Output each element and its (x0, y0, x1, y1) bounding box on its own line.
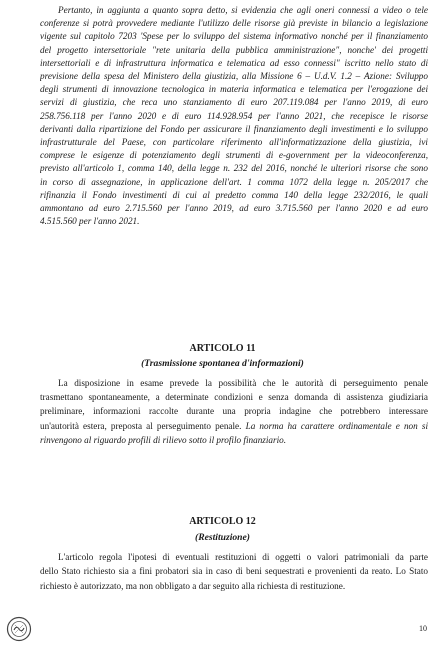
text-line: del progetto intersettoriale "rete unitaria della pubblica amministrazione", nonche' dei progetti (40, 44, 428, 55)
text-line: previsione della spesa del Ministero della giustizia, alla Missione 6 – U.d.V. 1.2 – Azione: Sviluppo (40, 71, 428, 82)
text-line (40, 419, 428, 433)
text-line: previsto all'articolo 1, comma 140, della legge n. 232 del 2016, nonché le ulteriori risorse che sono (40, 163, 428, 174)
text-line-plain: un'autorità estera, preposta al perseguimento penale. (40, 420, 242, 431)
text-line: dello Stato richiesto sia a fini probatori sia in caso di beni sequestrati e provenienti da reato. Lo Stato (40, 566, 428, 577)
intro-paragraph (40, 4, 428, 228)
text-line: richiesto è autorizzato, ma non obbligato a dar seguito alla richiesta di restituzione. (40, 580, 346, 591)
text-line: degli strumenti di innovazione tecnologica in materia informatica e telematica per l'erogazione dei (40, 84, 428, 95)
article-12-subtitle: (Restituzione) (195, 532, 250, 543)
text-line: trasmettano spontaneamente, a determinate condizioni e senza domanda di assistenza giudiziaria (40, 392, 428, 403)
text-line: conferenze si potrà provvedere mediante l'utilizzo delle risorse già previste in bilancio a legislazione (40, 18, 428, 29)
text-line: L'articolo regola l'ipotesi di eventuali restituzioni di oggetti o valori patrimoniali da parte (58, 552, 428, 562)
text-line: Pertanto, in aggiunta a quanto sopra detto, si evidenzia che agli oneri connessi a video o tele (58, 5, 428, 15)
page-number: 10 (419, 624, 427, 633)
text-line: La disposizione in esame prevede la possibilità che le autorità di perseguimento penale (58, 378, 428, 388)
text-line: 4.515.560 per l'anno 2021. (40, 216, 140, 227)
seal-stamp-icon (6, 616, 32, 642)
text-line: in corso di assegnazione, in applicazione dell'art. 1 comma 1072 della legge n. 205/2017 che (40, 176, 428, 187)
text-line: infrastrutturale del Paese, con particolare riferimento all'informatizzazione della giustizia, ivi (40, 137, 428, 148)
text-line-italic: La norma ha carattere ordinamentale e non si (245, 420, 428, 431)
text-line: ammontano ad euro 2.715.560 per l'anno 2019, ad euro 3.715.560 per l'anno 2020 e ad euro (40, 203, 428, 214)
text-line: rifinanzia il Fondo investimenti di cui al predetto comma 140 della legge 232/2016, le quali (40, 189, 428, 200)
text-line: 258.756.118 per l'anno 2020 e di euro 114.928.954 per l'anno 2021, che recepisce le risorse (40, 110, 428, 121)
text-line: intersettoriali e di infrastruttura informatica e telematica ad esso connessi" iscritto nello stato di (40, 57, 428, 68)
article-12-paragraph (40, 550, 428, 593)
text-line: comprese le esigenze di potenziamento degli strumenti di e-government per la videoconferenza, (40, 150, 428, 161)
article-11-paragraph (40, 376, 428, 447)
article-11-title: ARTICOLO 11 (189, 343, 256, 354)
text-line: derivanti dalla ripartizione del Fondo per assicurare il finanziamento degli investimenti e lo sviluppo (40, 123, 428, 134)
text-line: servizi di giustizia, che reca uno stanziamento di euro 207.119.084 per l'anno 2019, di euro (40, 97, 428, 108)
text-line: rinvengono al riguardo profili di rilievo sotto il profilo finanziario. (40, 434, 287, 445)
article-12-title: ARTICOLO 12 (189, 516, 256, 527)
text-line: vigente sul capitolo 7203 'Spese per lo sviluppo del sistema informativo nonché per il finanziamento (40, 31, 428, 42)
article-11-subtitle: (Trasmissione spontanea d'informazioni) (141, 358, 304, 369)
text-line: preliminare, informazioni raccolte durante una propria indagine che potrebbero interessare (40, 406, 428, 417)
